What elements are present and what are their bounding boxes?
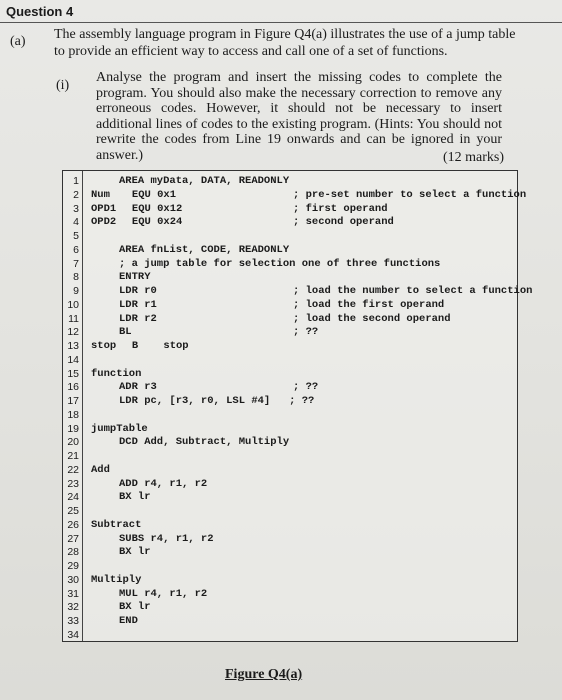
code-instruction: LDR r1 (119, 298, 157, 311)
line-number: 20 (67, 436, 79, 449)
code-line (63, 381, 517, 395)
code-line (63, 368, 517, 382)
code-label: Subtract (91, 518, 142, 531)
code-instruction: ; a jump table for selection one of three functions (119, 257, 441, 270)
line-number: 16 (67, 381, 79, 394)
code-comment: ; ?? (293, 326, 319, 339)
code-instruction: LDR pc, [r3, r0, LSL #4] ; ?? (119, 395, 315, 407)
code-line (63, 491, 517, 505)
code-comment: ; ?? (293, 381, 319, 394)
line-number: 2 (73, 188, 79, 201)
code-line (63, 313, 517, 327)
code-line (63, 519, 517, 533)
line-number: 31 (67, 587, 79, 600)
code-instruction: ADD r4, r1, r2 (119, 477, 208, 490)
code-line (63, 588, 517, 602)
line-number: 22 (67, 463, 79, 476)
line-number: 29 (67, 560, 79, 572)
code-line (63, 505, 517, 519)
question-heading: Question 4 (6, 4, 74, 19)
line-number: 32 (67, 601, 79, 614)
code-line (63, 285, 533, 299)
line-number: 26 (67, 518, 79, 531)
code-line (63, 533, 517, 547)
line-number: 5 (73, 230, 79, 242)
code-line (63, 560, 517, 574)
code-line (63, 574, 517, 588)
code-instruction: AREA myData, DATA, READONLY (119, 175, 290, 187)
line-number: 15 (67, 367, 79, 380)
line-number: 6 (73, 243, 79, 256)
code-label: Add (91, 463, 110, 476)
code-line (63, 464, 517, 478)
code-comment: ; second operand (293, 216, 394, 229)
code-instruction: EQU 0x24 (113, 216, 183, 229)
code-line (63, 188, 527, 203)
code-comment: ; load the second operand (293, 312, 451, 325)
code-line (63, 299, 517, 313)
code-instruction: END (119, 615, 138, 627)
line-number: 27 (67, 532, 79, 545)
line-number: 28 (67, 546, 79, 559)
line-number: 13 (67, 340, 79, 352)
code-instruction: ADR r3 (119, 381, 157, 394)
code-label: stop (91, 340, 117, 352)
line-number: 12 (67, 326, 79, 339)
line-number: 30 (67, 573, 79, 586)
code-line (63, 244, 517, 258)
line-number: 34 (67, 628, 79, 641)
code-comment: ; load the number to select a function (293, 285, 533, 297)
code-instruction: EQU 0x12 (113, 202, 183, 215)
line-number: 7 (73, 257, 79, 270)
line-number: 14 (67, 353, 79, 366)
code-line (63, 395, 517, 409)
code-comment: ; load the first operand (293, 298, 445, 311)
code-instruction: DCD Add, Subtract, Multiply (119, 436, 290, 449)
code-line (63, 436, 517, 450)
code-instruction: EQU 0x1 (113, 188, 177, 201)
code-label: OPD2 (91, 216, 117, 229)
line-number: 9 (73, 285, 79, 297)
code-instruction: BX lr (119, 601, 151, 614)
line-number: 25 (67, 505, 79, 517)
code-line (63, 230, 517, 244)
line-number: 24 (67, 491, 79, 504)
code-label: Multiply (91, 573, 142, 586)
line-number: 17 (67, 395, 79, 407)
part-label: (a) (10, 34, 26, 49)
line-number: 18 (67, 408, 79, 421)
subpart-label: (i) (56, 78, 70, 93)
part-intro-text: The assembly language program in Figure Q4(a) illustrates the use of a jump table to provide an efficient way to access and call one of a set of functions. (54, 27, 516, 59)
code-instruction: SUBS r4, r1, r2 (119, 532, 214, 545)
code-line (63, 216, 517, 230)
code-line (63, 615, 517, 629)
code-instruction: AREA fnList, CODE, READONLY (119, 243, 290, 256)
code-line (63, 354, 517, 368)
line-number: 8 (73, 271, 79, 284)
code-label: function (91, 367, 142, 380)
code-instruction: BX lr (119, 546, 151, 559)
line-number: 11 (68, 312, 79, 325)
code-comment: ; first operand (293, 202, 388, 215)
line-number: 3 (73, 202, 79, 215)
code-line (63, 423, 517, 437)
figure-caption: Figure Q4(a) (225, 667, 303, 682)
code-line (63, 478, 517, 492)
line-number: 10 (67, 298, 79, 311)
code-line (63, 340, 517, 354)
code-line (63, 409, 517, 423)
code-instruction: LDR r2 (119, 312, 157, 325)
code-line (63, 326, 517, 340)
code-comment: ; pre-set number to select a function (293, 188, 527, 201)
code-line (63, 175, 517, 189)
code-line (63, 258, 517, 272)
code-line (63, 271, 517, 285)
code-line (63, 203, 517, 217)
code-line (63, 601, 517, 615)
line-number: 1 (73, 175, 79, 187)
code-label: Num (91, 188, 110, 201)
header-rule (0, 22, 562, 23)
code-line (63, 450, 517, 464)
code-line (63, 546, 517, 560)
code-instruction: MUL r4, r1, r2 (119, 587, 208, 600)
code-listing (62, 170, 533, 642)
subpart-question-text: Analyse the program and insert the missing codes to complete the program. You should also make the necessary correction to remove any erroneous codes. However, it should not be necessary to insert additional lines of codes to the existing program. (Hints: You should not rewrite the codes from Line 19 onwards and can be ignored in your answer.) (96, 70, 502, 163)
line-number: 21 (67, 450, 79, 462)
code-label: jumpTable (91, 422, 148, 435)
marks-label: (12 marks) (442, 150, 504, 165)
line-number: 4 (73, 216, 79, 229)
code-instruction: B stop (113, 340, 189, 352)
code-instruction: LDR r0 (119, 285, 157, 297)
line-number: 33 (67, 615, 79, 627)
code-instruction: BL (119, 326, 132, 339)
line-number: 19 (67, 422, 79, 435)
code-line (63, 629, 517, 643)
line-number: 23 (67, 477, 79, 490)
code-label: OPD1 (91, 202, 117, 215)
code-instruction: BX lr (119, 491, 151, 504)
code-instruction: ENTRY (119, 271, 151, 284)
